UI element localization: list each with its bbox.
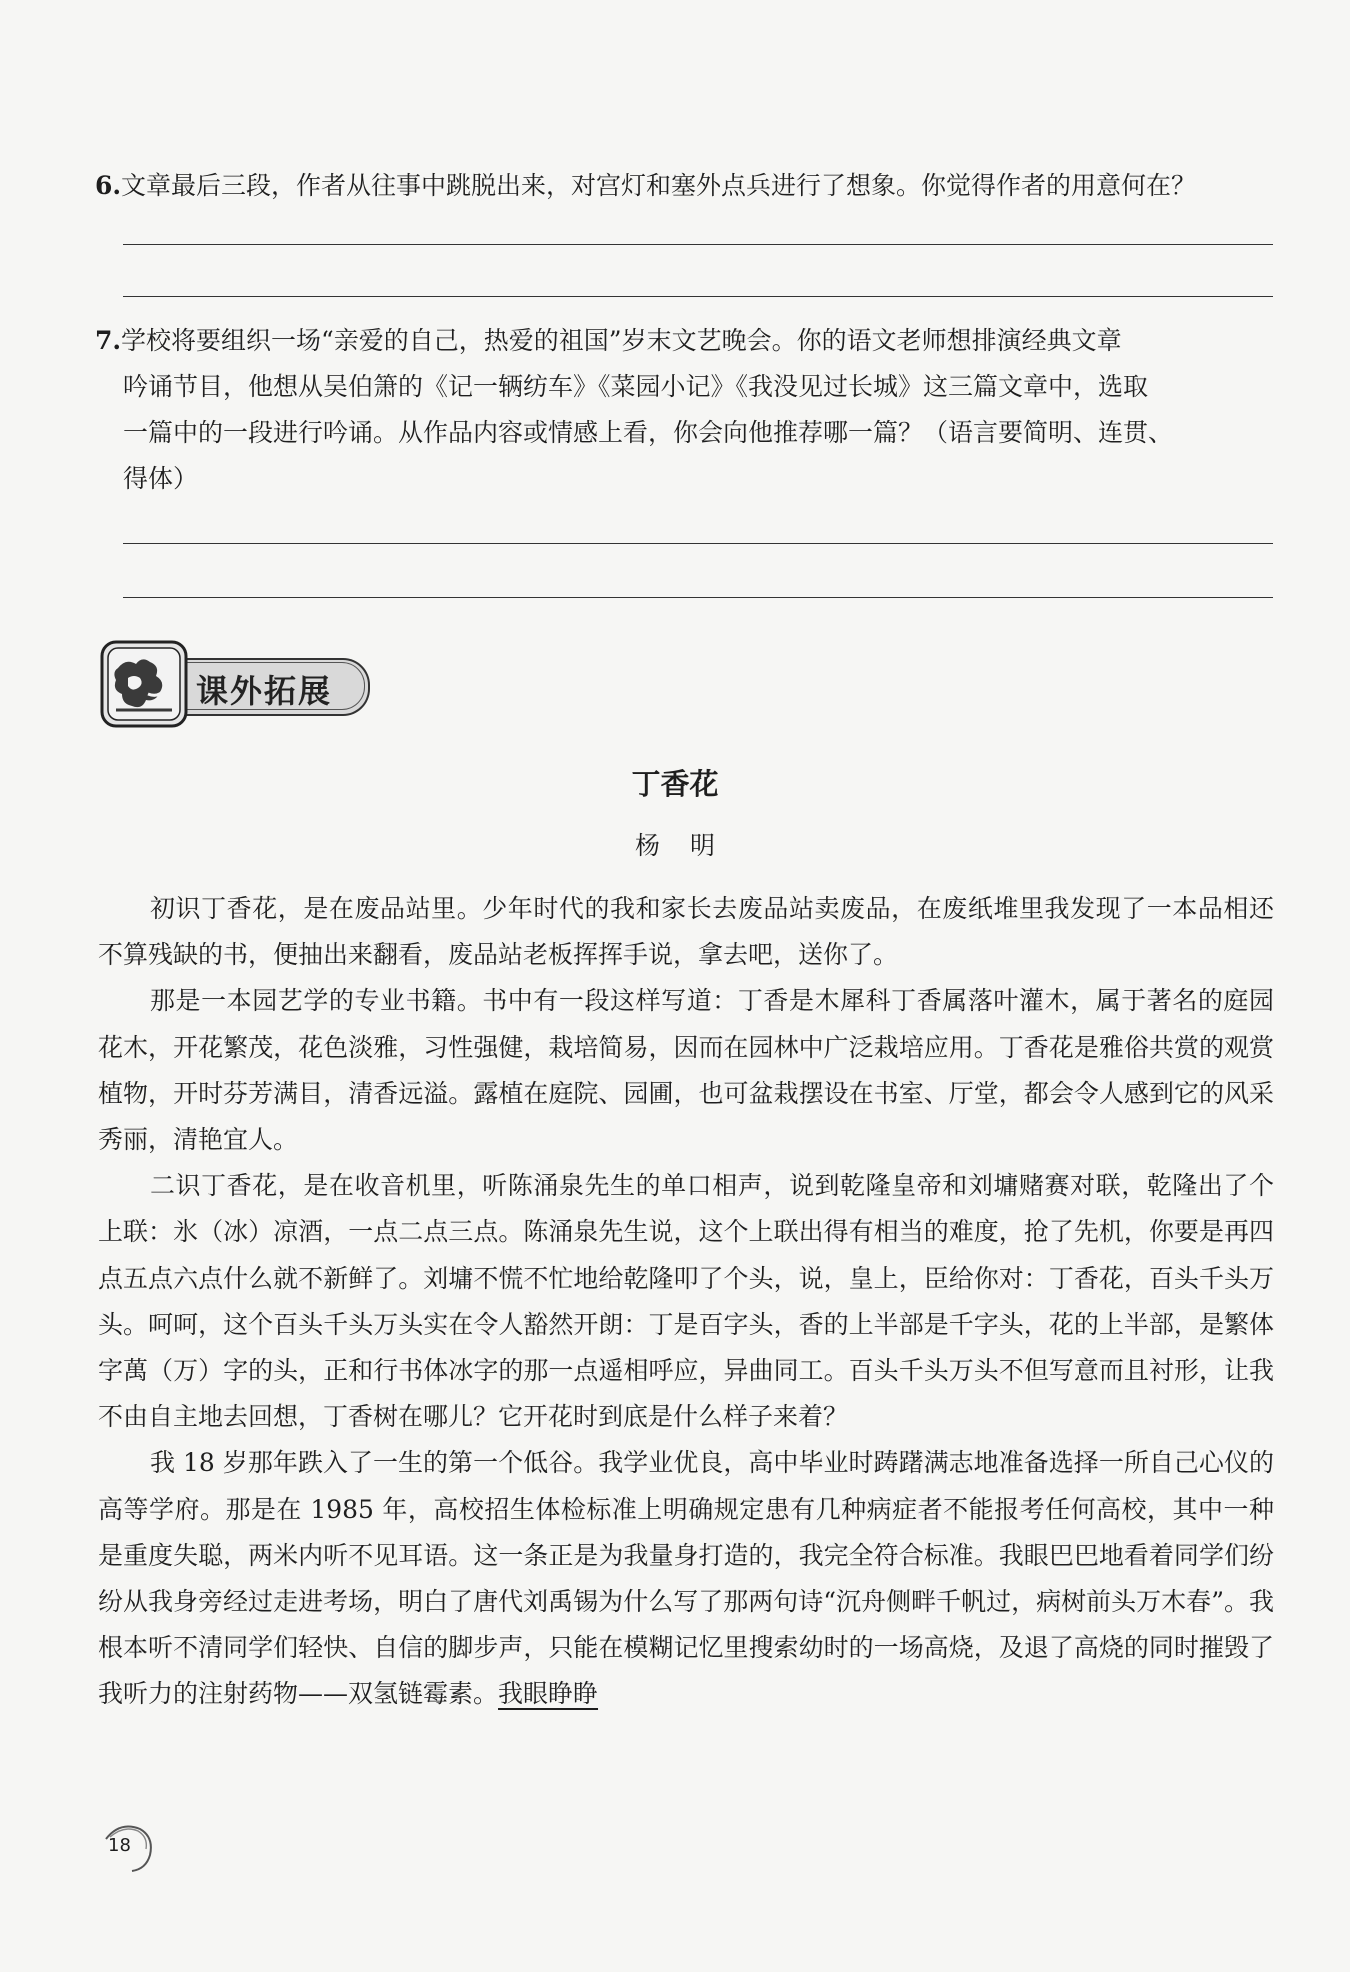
article-title: 丁香花 — [631, 767, 719, 801]
article-author: 杨明 — [634, 831, 745, 860]
question-text-line: 吟诵节目，他想从吴伯箫的《记一辆纺车》《菜园小记》《我没见过长城》这三篇文章中，选取 — [123, 372, 1149, 401]
answer-line[interactable] — [123, 543, 1273, 544]
article-paragraph-last — [98, 1440, 1274, 1717]
section-title: 课外拓展 — [196, 672, 333, 710]
article-paragraph: 二识丁香花，是在收音机里，听陈涌泉先生的单口相声，说到乾隆皇帝和刘墉赌赛对联，乾隆出了个上联：氷（冰）凉酒，一点二点三点。陈涌泉先生说，这个上联出得有相当的难度，抢了先机，你要是再四点五点六点什么就不新鲜了。刘墉不慌不忙地给乾隆叩了个头，说，皇上，臣给你对：丁香花，百头千头万头。呵呵，这个百头千头万头实在令人豁然开朗：丁是百字头，香的上半部是千字头，花的上半部，是繁体字萬（万）字的头，正和行书体冰字的那一点遥相呼应，异曲同工。百头千头万头不但写意而且衬形，让我不由自主地去回想，丁香树在哪儿？它开花时到底是什么样子来着？ — [98, 1171, 1274, 1432]
page-footer — [100, 1815, 160, 1875]
answer-line[interactable] — [123, 597, 1273, 598]
monkey-emblem-icon — [98, 638, 190, 730]
question-7 — [95, 318, 1275, 502]
article-body — [98, 886, 1274, 1718]
section-header — [98, 638, 378, 730]
question-number: 7. — [95, 326, 122, 355]
question-text-line: 学校将要组织一场“亲爱的自己，热爱的祖国”岁末文艺晚会。你的语文老师想排演经典文章 — [121, 326, 1122, 355]
page-number: 18 — [108, 1835, 131, 1856]
article-paragraph-text: 我 18 岁那年跌入了一生的第一个低谷。我学业优良，高中毕业时踌躇满志地准备选择一所自己心仪的高等学府。那是在 1985 年，高校招生体检标准上明确规定患有几种病症者不能报考任何高校，其中一种是重度失聪，两米内听不见耳语。这一条正是为我量身打造的，我完全符合标准。我眼巴巴地看着同学们纷纷从我身旁经过走进考场，明白了唐代刘禹锡为什么写了那两句诗“沉舟侧畔千帆过，病树前头万木春”。我根本听不清同学们轻快、自信的脚步声，只能在模糊记忆里搜索幼时的一场高烧，及退了高烧的同时摧毁了我听力的注射药物——双氢链霉素。 — [98, 1448, 1274, 1709]
article-paragraph: 初识丁香花，是在废品站里。少年时代的我和家长去废品站卖废品，在废纸堆里我发现了一本品相还不算残缺的书，便抽出来翻看，废品站老板挥挥手说，拿去吧，送你了。 — [98, 894, 1274, 970]
question-number: 6. — [95, 171, 122, 200]
article-paragraph: 那是一本园艺学的专业书籍。书中有一段这样写道：丁香是木犀科丁香属落叶灌木，属于著名的庭园花木，开花繁茂，花色淡雅，习性强健，栽培简易，因而在园林中广泛栽培应用。丁香花是雅俗共赏的观赏植物，开时芬芳满目，清香远溢。露植在庭院、园圃，也可盆栽摆设在书室、厅堂，都会令人感到它的风采秀丽，清艳宜人。 — [98, 986, 1274, 1155]
question-text: 文章最后三段，作者从往事中跳脱出来，对宫灯和塞外点兵进行了想象。你觉得作者的用意何在？ — [121, 171, 1197, 200]
question-6 — [95, 163, 1275, 209]
question-text-line: 一篇中的一段进行吟诵。从作品内容或情感上看，你会向他推荐哪一篇？（语言要简明、连贯、 — [123, 418, 1174, 447]
answer-line[interactable] — [123, 296, 1273, 297]
question-text-line: 得体） — [123, 464, 199, 493]
underlined-phrase: 我眼睁睁 — [498, 1679, 599, 1709]
answer-line[interactable] — [123, 244, 1273, 245]
